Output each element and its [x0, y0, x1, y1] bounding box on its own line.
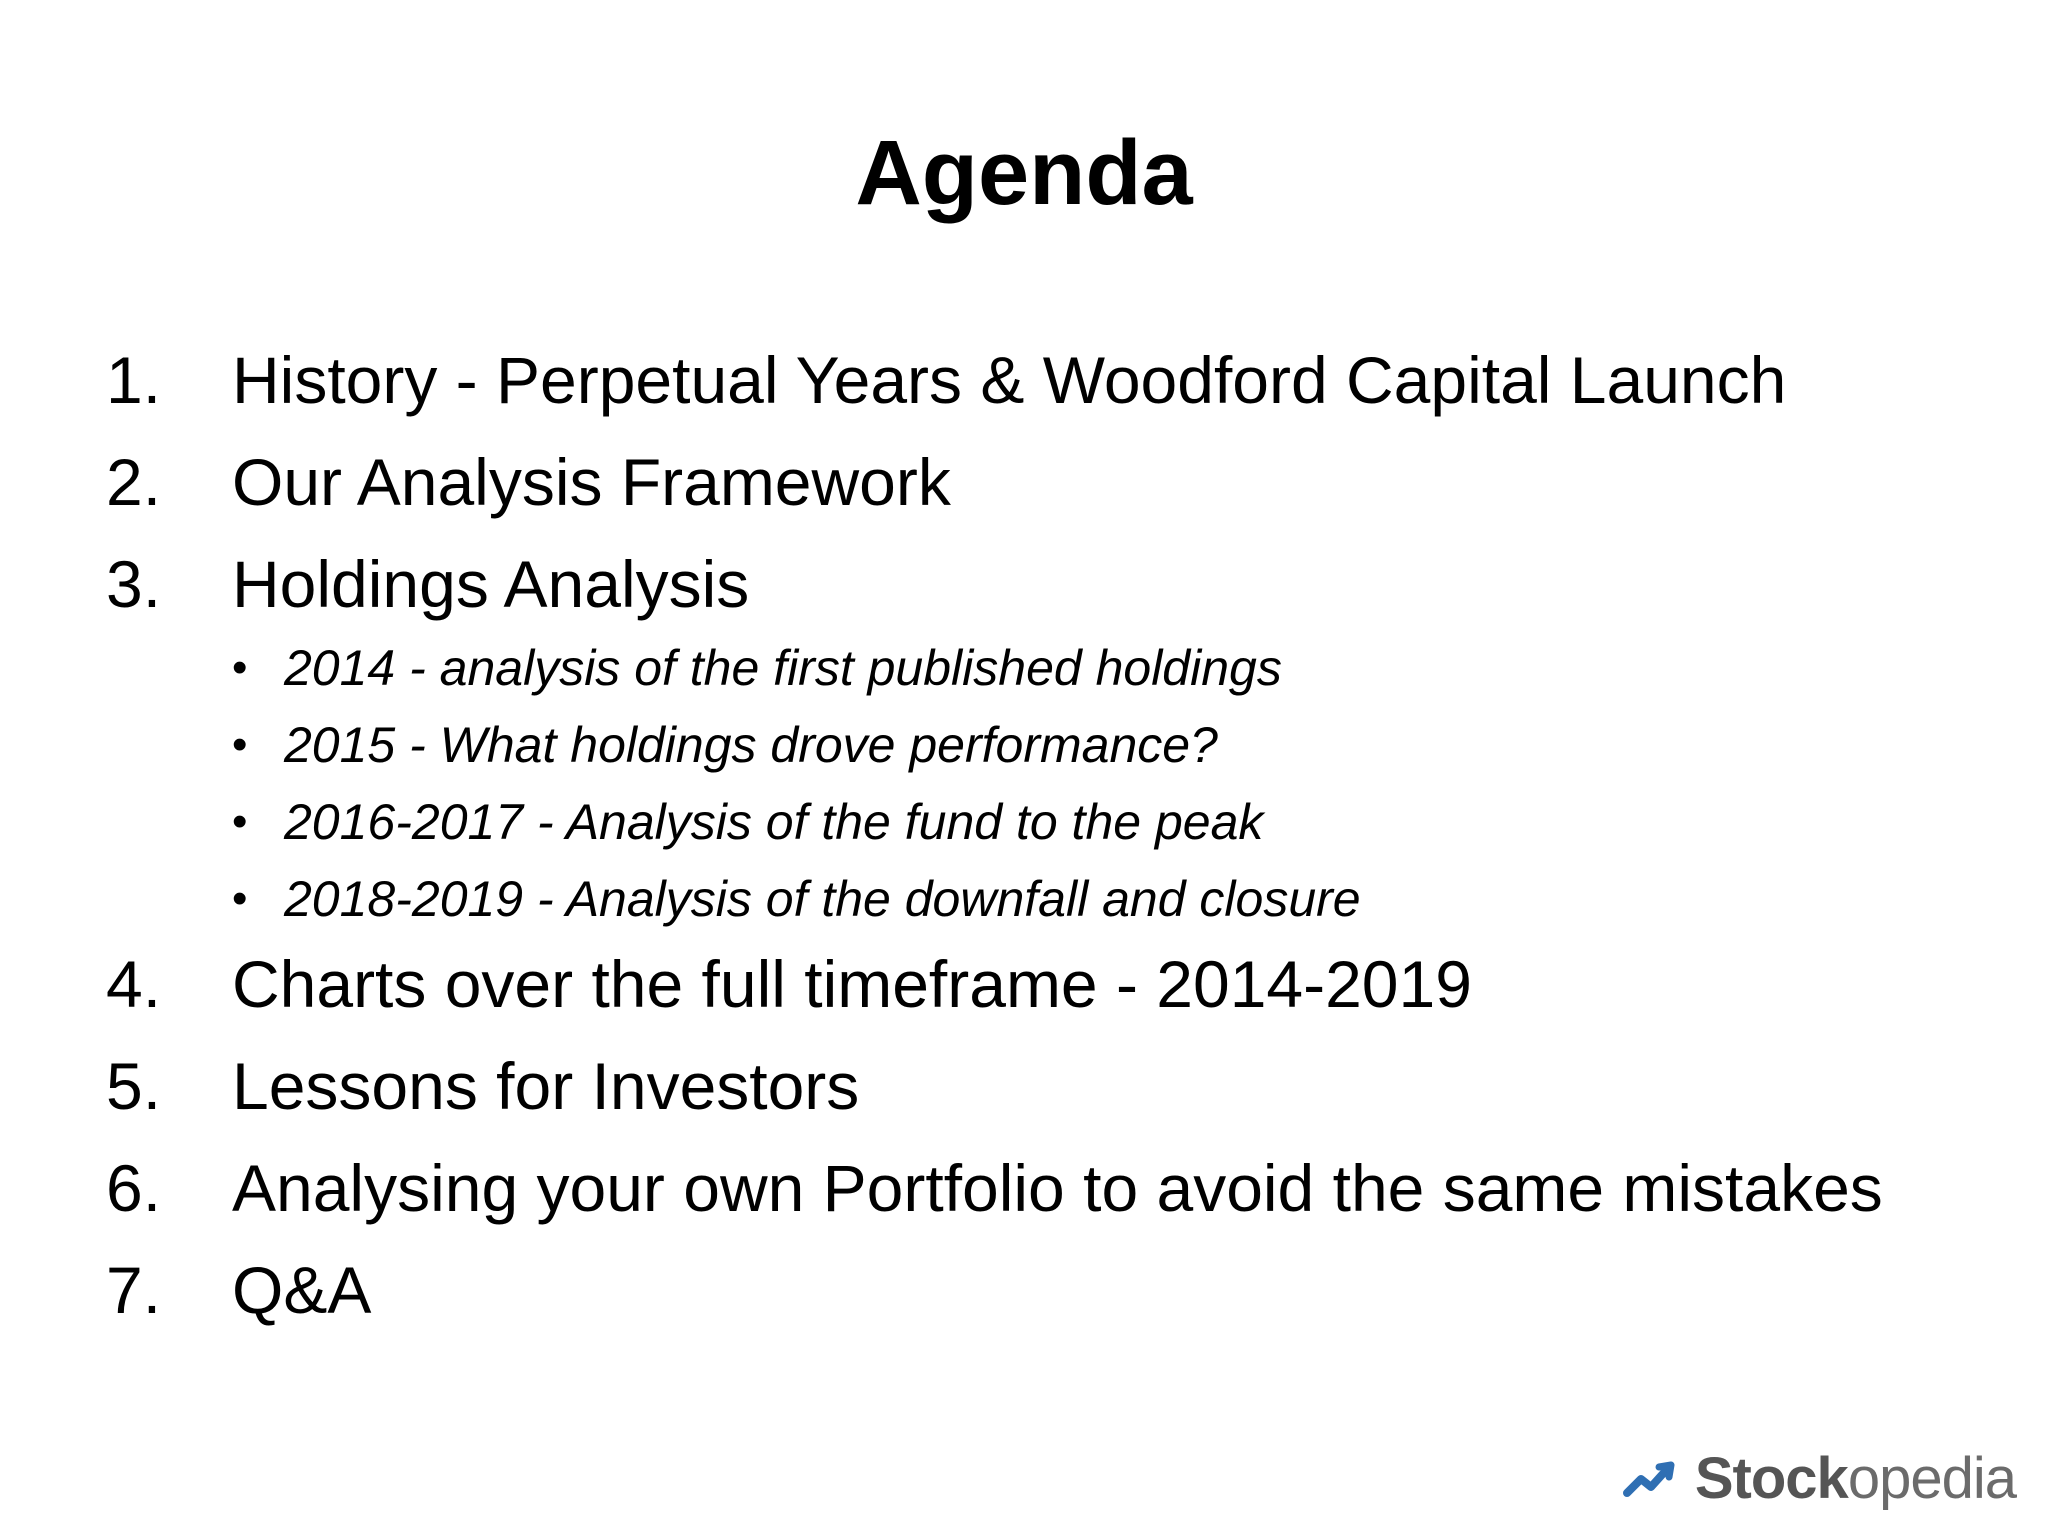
agenda-item: [106, 546, 2026, 622]
sub-item-text: 2014 - analysis of the first published holdings: [284, 640, 1282, 696]
agenda-subitems: [106, 638, 2026, 929]
brand-name-light: opedia: [1847, 1446, 2016, 1511]
agenda-item-text: Our Analysis Framework: [232, 445, 951, 519]
bullet-icon: •: [232, 720, 248, 769]
bullet-icon: •: [232, 643, 248, 692]
agenda-item-text: Q&A: [232, 1253, 372, 1327]
agenda-item: [106, 1150, 2026, 1226]
agenda-item-number: 4.: [106, 947, 162, 1021]
agenda-item-number: 1.: [106, 343, 162, 417]
agenda-item-number: 3.: [106, 547, 162, 621]
agenda-item-text: Lessons for Investors: [232, 1049, 860, 1123]
agenda-item: [106, 1048, 2026, 1124]
sub-item: [232, 638, 2048, 698]
agenda-item-number: 6.: [106, 1151, 162, 1225]
agenda-item-number: 2.: [106, 445, 162, 519]
agenda-list: [106, 342, 2026, 1354]
agenda-item: [106, 444, 2026, 520]
sub-item: [232, 792, 2048, 852]
bullet-icon: •: [232, 874, 248, 923]
agenda-item: [106, 342, 2026, 418]
agenda-item: [106, 946, 2026, 1022]
bullet-icon: •: [232, 797, 248, 846]
agenda-item-number: 7.: [106, 1253, 162, 1327]
brand-logo: [1623, 1444, 2016, 1514]
brand-name: [1695, 1444, 2016, 1514]
trend-line-icon: [1623, 1459, 1683, 1499]
sub-item-text: 2015 - What holdings drove performance?: [284, 717, 1218, 773]
brand-name-bold: Stock: [1694, 1446, 1848, 1511]
agenda-item-number: 5.: [106, 1049, 162, 1123]
sub-item-text: 2018-2019 - Analysis of the downfall and closure: [284, 871, 1361, 927]
agenda-item-text: Analysing your own Portfolio to avoid the same mistakes: [232, 1151, 1883, 1225]
slide-title: Agenda: [855, 122, 1193, 224]
sub-item: [232, 715, 2048, 775]
sub-item: [232, 869, 2048, 929]
agenda-item-text: Charts over the full timeframe - 2014-2019: [232, 947, 1472, 1021]
agenda-item: [106, 1252, 2026, 1328]
agenda-item-text: History - Perpetual Years & Woodford Capital Launch: [232, 343, 1787, 417]
agenda-item-text: Holdings Analysis: [232, 547, 750, 621]
sub-item-text: 2016-2017 - Analysis of the fund to the peak: [284, 794, 1264, 850]
sub-list: [232, 638, 2048, 929]
